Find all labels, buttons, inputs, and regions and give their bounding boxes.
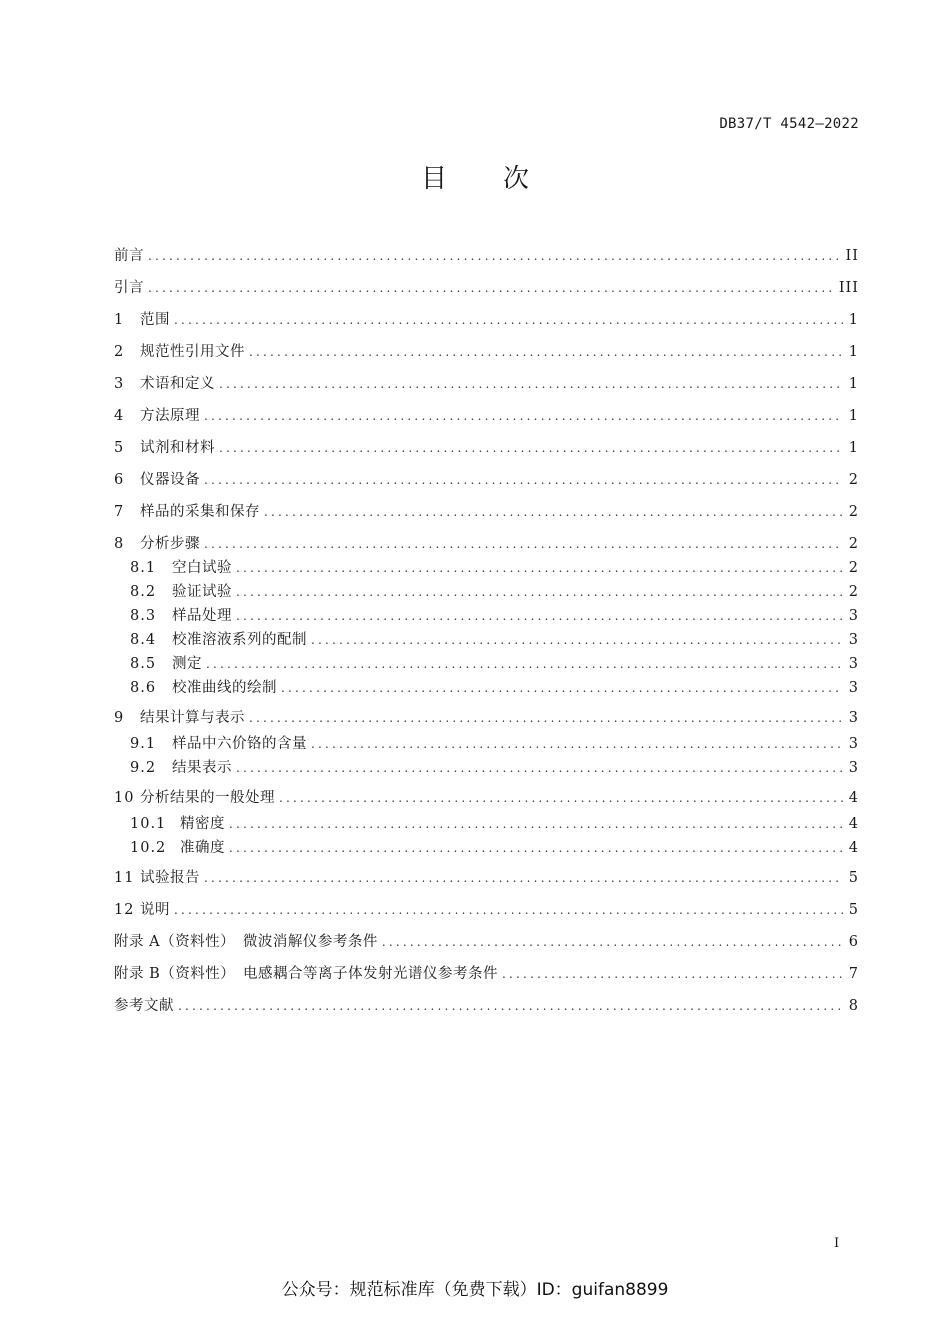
toc-section-number: 3 [114, 376, 125, 392]
toc-subentry[interactable] [130, 733, 859, 755]
toc-entry[interactable] [114, 309, 859, 331]
toc-section-label: 验证试验 [172, 584, 232, 600]
toc-section-label: 测定 [172, 656, 202, 672]
toc-dot-leader [249, 707, 843, 729]
toc-subentry[interactable] [130, 757, 859, 779]
toc-section-number: 10 [114, 790, 135, 806]
toc-entry[interactable] [114, 899, 859, 921]
toc-page-number: 4 [848, 790, 859, 806]
toc-section-number: 7 [114, 504, 125, 520]
toc-section-label: 规范性引用文件 [140, 344, 245, 360]
toc-section-number: 6 [114, 472, 125, 488]
toc-page-number: 2 [848, 536, 859, 552]
toc-dot-leader [382, 931, 843, 953]
toc-section-label: 附录 A（资料性） 微波消解仪参考条件 [114, 934, 378, 950]
toc-dot-leader [204, 867, 843, 889]
toc-page-number: 4 [848, 816, 859, 832]
toc-page-number: 2 [848, 584, 859, 600]
toc-section-label: 分析步骤 [140, 536, 200, 552]
toc-page-number: 8 [848, 998, 859, 1014]
toc-section-label: 术语和定义 [140, 376, 215, 392]
toc-dot-leader [204, 533, 843, 555]
toc-dot-leader [236, 757, 843, 779]
toc-page-number: 3 [848, 736, 859, 752]
toc-subentry[interactable] [130, 581, 859, 603]
toc-dot-leader [229, 813, 843, 835]
toc-section-label: 样品的采集和保存 [140, 504, 260, 520]
toc-section-label: 说明 [140, 902, 170, 918]
toc-dot-leader [148, 277, 833, 299]
toc-entry[interactable] [114, 995, 859, 1017]
toc-page-number: 3 [848, 710, 859, 726]
toc-section-number: 10.1 [130, 816, 167, 832]
toc-entry[interactable] [114, 931, 859, 953]
toc-section-number: 8.2 [130, 584, 157, 600]
toc-page-number: 4 [848, 840, 859, 856]
toc-entry[interactable] [114, 501, 859, 523]
toc-dot-leader [249, 341, 843, 363]
watermark-text: 公众号：规范标准库（免费下载）ID：guifan8899 [281, 1280, 669, 1300]
toc-subentry[interactable] [130, 605, 859, 627]
toc-page-number: 3 [848, 680, 859, 696]
toc-dot-leader [219, 437, 843, 459]
toc-subentry[interactable] [130, 557, 859, 579]
toc-page-number: III [838, 280, 859, 296]
toc-dot-leader [178, 995, 843, 1017]
toc-page-number: 5 [848, 902, 859, 918]
toc-entry[interactable] [114, 707, 859, 729]
toc-section-number: 8.4 [130, 632, 157, 648]
toc-section-label: 校准溶液系列的配制 [172, 632, 307, 648]
toc-subentry[interactable] [130, 653, 859, 675]
toc-dot-leader [236, 605, 843, 627]
toc-section-number: 12 [114, 902, 135, 918]
toc-dot-leader [204, 405, 843, 427]
toc-page-number: 3 [848, 760, 859, 776]
page-title: 目次 [420, 164, 585, 194]
toc-dot-leader [204, 469, 843, 491]
toc-dot-leader [206, 653, 843, 675]
toc-section-number: 4 [114, 408, 125, 424]
document-code: DB37/T 4542—2022 [719, 116, 859, 132]
toc-dot-leader [264, 501, 843, 523]
toc-section-number: 8.6 [130, 680, 157, 696]
page-number: I [834, 1236, 840, 1251]
toc-page-number: 5 [848, 870, 859, 886]
toc-section-number: 11 [114, 870, 135, 886]
toc-section-number: 2 [114, 344, 125, 360]
toc-section-label: 方法原理 [140, 408, 200, 424]
toc-entry[interactable] [114, 341, 859, 363]
toc-section-label: 校准曲线的绘制 [172, 680, 277, 696]
toc-section-label: 参考文献 [114, 998, 174, 1014]
toc-section-number: 1 [114, 312, 125, 328]
toc-page-number: 3 [848, 632, 859, 648]
toc-section-label: 范围 [140, 312, 170, 328]
toc-dot-leader [236, 581, 843, 603]
toc-section-label: 前言 [114, 248, 144, 264]
toc-dot-leader [148, 245, 840, 267]
toc-page-number: 2 [848, 560, 859, 576]
toc-dot-leader [311, 629, 843, 651]
toc-entry[interactable] [114, 787, 859, 809]
toc-section-label: 试剂和材料 [140, 440, 215, 456]
toc-section-number: 10.2 [130, 840, 167, 856]
toc-page-number: 3 [848, 656, 859, 672]
toc-entry[interactable] [114, 277, 859, 299]
toc-subentry[interactable] [130, 813, 859, 835]
toc-section-number: 5 [114, 440, 125, 456]
toc-section-number: 9 [114, 710, 125, 726]
toc-dot-leader [279, 787, 843, 809]
toc-section-label: 精密度 [180, 816, 225, 832]
toc-entry[interactable] [114, 373, 859, 395]
toc-section-number: 8 [114, 536, 125, 552]
toc-page-number: 2 [848, 504, 859, 520]
toc-subentry[interactable] [130, 629, 859, 651]
toc-section-label: 空白试验 [172, 560, 232, 576]
toc-dot-leader [229, 837, 843, 859]
toc-section-label: 试验报告 [140, 870, 200, 886]
toc-section-number: 8.3 [130, 608, 157, 624]
toc-entry[interactable] [114, 469, 859, 491]
toc-dot-leader [502, 963, 843, 985]
toc-dot-leader [174, 309, 843, 331]
toc-page-number: 3 [848, 608, 859, 624]
toc-page-number: 1 [848, 312, 859, 328]
toc-entry[interactable] [114, 963, 859, 985]
toc-subentry[interactable] [130, 677, 859, 699]
toc-dot-leader [311, 733, 843, 755]
toc-dot-leader [281, 677, 843, 699]
toc-entry[interactable] [114, 533, 859, 555]
toc-section-number: 8.5 [130, 656, 157, 672]
toc-page-number: 6 [848, 934, 859, 950]
toc-section-label: 结果表示 [172, 760, 232, 776]
toc-page-number: 1 [848, 408, 859, 424]
toc-section-label: 引言 [114, 280, 144, 296]
toc-page-number: II [845, 248, 859, 264]
toc-page-number: 7 [848, 966, 859, 982]
toc-page-number: 1 [848, 376, 859, 392]
toc-dot-leader [174, 899, 843, 921]
toc-dot-leader [236, 557, 843, 579]
toc-section-number: 9.2 [130, 760, 157, 776]
toc-section-label: 样品处理 [172, 608, 232, 624]
toc-entry[interactable] [114, 405, 859, 427]
toc-subentry[interactable] [130, 837, 859, 859]
toc-section-number: 8.1 [130, 560, 157, 576]
toc-section-label: 分析结果的一般处理 [140, 790, 275, 806]
toc-section-label: 附录 B（资料性） 电感耦合等离子体发射光谱仪参考条件 [114, 966, 499, 982]
toc-dot-leader [219, 373, 843, 395]
toc-entry[interactable] [114, 867, 859, 889]
toc-section-label: 结果计算与表示 [140, 710, 245, 726]
toc-section-label: 仪器设备 [140, 472, 200, 488]
toc-entry[interactable] [114, 437, 859, 459]
toc-page-number: 1 [848, 440, 859, 456]
toc-section-number: 9.1 [130, 736, 157, 752]
toc-page-number: 2 [848, 472, 859, 488]
toc-section-label: 样品中六价铬的含量 [172, 736, 307, 752]
toc-entry[interactable] [114, 245, 859, 267]
toc-section-label: 准确度 [180, 840, 225, 856]
toc-page-number: 1 [848, 344, 859, 360]
